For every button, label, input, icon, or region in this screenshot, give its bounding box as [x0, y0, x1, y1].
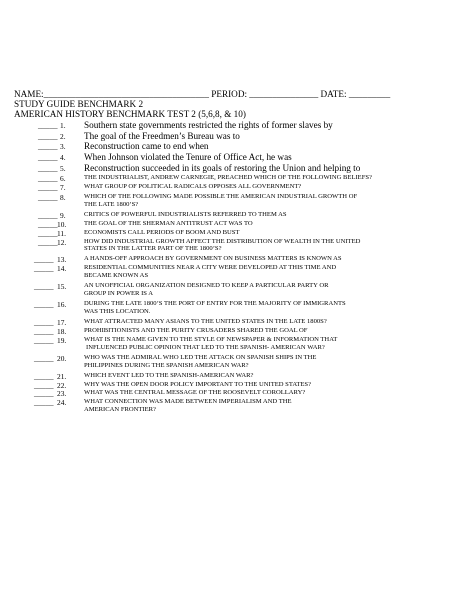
question-text: ECONOMISTS CALL PERIODS OF BOOM AND BUST: [84, 229, 240, 236]
question-number: 21.: [57, 372, 67, 381]
question-text: WHAT GROUP OF POLITICAL RADICALS OPPOSES ALL GOVERNMENT?: [84, 183, 302, 190]
question-number: 6.: [60, 174, 66, 183]
question-number: 7.: [60, 183, 66, 192]
question-number: 15.: [57, 282, 67, 291]
answer-blank: _____: [34, 336, 54, 345]
answer-blank: _____: [34, 264, 54, 273]
page-subtitle: AMERICAN HISTORY BENCHMARK TEST 2 (5,6,8, & 10): [14, 109, 246, 119]
answer-blank: _____: [38, 193, 58, 202]
answer-blank: _____: [38, 183, 58, 192]
question-text-continued: PHILIPPINES DURING THE SPANISH AMERICAN WAR?: [84, 362, 249, 369]
question-text: A HANDS-OFF APPROACH BY GOVERNMENT ON BUSINESS MATTERS IS KNOWN AS: [84, 255, 342, 262]
question-number: 8.: [60, 193, 66, 202]
question-number: 10.: [57, 220, 67, 229]
question-number: 16.: [57, 300, 67, 309]
question-text-continued: GROUP IN POWER IS A: [84, 290, 153, 297]
question-text: RESIDENTIAL COMMUNITIES NEAR A CITY WERE DEVELOPED AT THIS TIME AND: [84, 264, 337, 271]
question-number: 4.: [60, 153, 66, 162]
question-number: 5.: [60, 164, 66, 173]
question-text: WHAT WAS THE CENTRAL MESSAGE OF THE ROOSEVELT COROLLARY?: [84, 389, 306, 396]
question-number: 22.: [57, 381, 67, 390]
question-number: 13.: [57, 255, 67, 264]
question-number: 17.: [57, 318, 67, 327]
answer-blank: _____: [34, 354, 54, 363]
answer-blank: _____: [34, 255, 54, 264]
answer-blank: _____: [38, 164, 58, 173]
page-title: STUDY GUIDE BENCHMARK 2: [14, 99, 144, 109]
question-text: WHICH OF THE FOLLOWING MADE POSSIBLE THE AMERICAN INDUSTRIAL GROWTH OF: [84, 193, 358, 200]
answer-blank: _____: [38, 229, 58, 238]
answer-blank: _____: [34, 300, 54, 309]
question-text: The goal of the Freedmen’s Bureau was to: [84, 131, 240, 141]
answer-blank: _____: [34, 282, 54, 291]
question-number: 18.: [57, 327, 67, 336]
question-text: HOW DID INDUSTRIAL GROWTH AFFECT THE DISTRIBUTION OF WEALTH IN THE UNITED: [84, 238, 361, 245]
question-text-continued: BECAME KNOWN AS: [84, 272, 149, 279]
answer-blank: _____: [38, 211, 58, 220]
answer-blank: _____: [34, 398, 54, 407]
question-number: 2.: [60, 132, 66, 141]
question-text: DURING THE LATE 1800’S THE PORT OF ENTRY FOR THE MAJORITY OF IMMIGRANTS: [84, 300, 346, 307]
question-text-continued: THE LATE 1800’S?: [84, 201, 139, 208]
question-text: WHAT ATTRACTED MANY ASIANS TO THE UNITED STATES IN THE LATE 1800S?: [84, 318, 327, 325]
question-text-continued: INFLUENCED PUBLIC OPINION THAT LED TO THE SPANISH- AMERICAN WAR?: [86, 344, 325, 351]
question-text-continued: WAS THIS LOCATION.: [84, 308, 151, 315]
name-period-date-line: NAME:____________________________________ PERIOD: _______________ DATE: _________: [14, 89, 391, 99]
question-number: 11.: [57, 229, 66, 238]
question-text: WHO WAS THE ADMIRAL WHO LED THE ATTACK ON SPANISH SHIPS IN THE: [84, 354, 317, 361]
answer-blank: _____: [38, 238, 58, 247]
question-number: 19.: [57, 336, 67, 345]
question-text: AN UNOFFICIAL ORGANIZATION DESIGNED TO KEEP A PARTICULAR PARTY OR: [84, 282, 329, 289]
answer-blank: _____: [34, 381, 54, 390]
answer-blank: _____: [38, 220, 58, 229]
question-text: PROHIBITIONISTS AND THE PURITY CRUSADERS SHARED THE GOAL OF: [84, 327, 308, 334]
question-text: Reconstruction succeeded in its goals of restoring the Union and helping to: [84, 163, 361, 173]
question-text: CRITICS OF POWERFUL INDUSTRIALISTS REFERRED TO THEM AS: [84, 211, 287, 218]
question-text: THE GOAL OF THE SHERMAN ANTITRUST ACT WAS TO: [84, 220, 253, 227]
question-text: When Johnson violated the Tenure of Office Act, he was: [84, 152, 292, 162]
question-number: 23.: [57, 389, 67, 398]
question-text: WHICH EVENT LED TO THE SPANISH-AMERICAN WAR?: [84, 372, 254, 379]
question-text-continued: AMERICAN FRONTIER?: [84, 406, 156, 413]
question-text: Reconstruction came to end when: [84, 141, 209, 151]
answer-blank: _____: [38, 174, 58, 183]
answer-blank: _____: [38, 153, 58, 162]
question-number: 1.: [60, 121, 66, 130]
answer-blank: _____: [38, 121, 58, 130]
question-text: WHY WAS THE OPEN DOOR POLICY IMPORTANT TO THE UNITED STATES?: [84, 381, 312, 388]
answer-blank: _____: [34, 318, 54, 327]
question-text: WHAT IS THE NAME GIVEN TO THE STYLE OF NEWSPAPER & INFORMATION THAT: [84, 336, 338, 343]
question-text: Southern state governments restricted the rights of former slaves by: [84, 120, 333, 130]
answer-blank: _____: [34, 389, 54, 398]
answer-blank: _____: [38, 142, 58, 151]
question-number: 9.: [60, 211, 66, 220]
answer-blank: _____: [38, 132, 58, 141]
question-text-continued: STATES IN THE LATTER PART OF THE 1800’S?: [84, 245, 222, 252]
question-number: 3.: [60, 142, 66, 151]
question-number: 14.: [57, 264, 67, 273]
question-number: 20.: [57, 354, 67, 363]
question-number: 24.: [57, 398, 67, 407]
answer-blank: _____: [34, 372, 54, 381]
question-text: THE INDUSTRIALIST, ANDREW CARNEGIE, PREACHED WHICH OF THE FOLLOWING BELIEFS?: [84, 174, 372, 181]
question-number: 12.: [57, 238, 67, 247]
question-text: WHAT CONNECTION WAS MADE BETWEEN IMPERIALISM AND THE: [84, 398, 292, 405]
answer-blank: _____: [34, 327, 54, 336]
